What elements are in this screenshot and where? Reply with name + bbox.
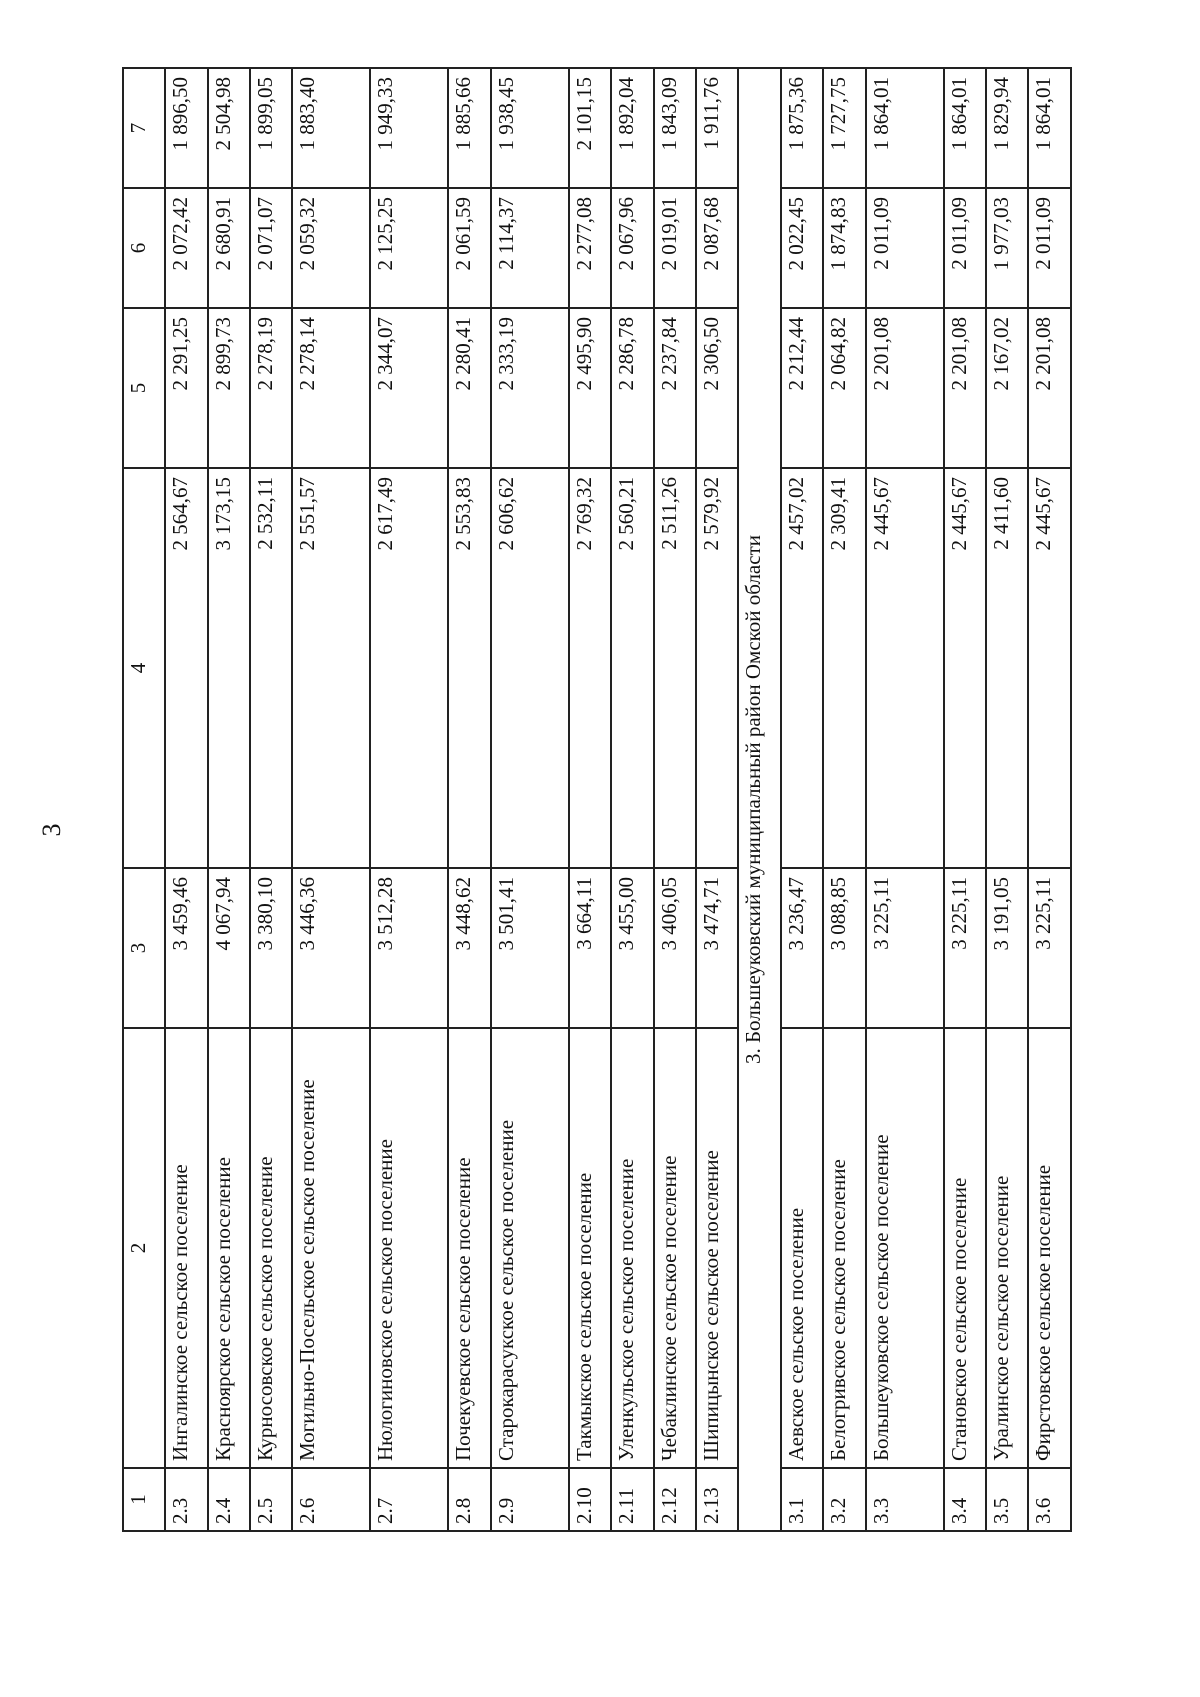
value-cell-3: 3 191,05	[986, 868, 1028, 1028]
value-cell-5: 2 286,78	[611, 308, 653, 468]
value-cell-4: 2 411,60	[986, 468, 1028, 868]
value-cell-4: 2 445,67	[944, 468, 986, 868]
value-cell-6: 2 680,91	[208, 188, 250, 308]
table-row	[611, 68, 653, 1531]
row-number-cell: 2.4	[208, 1468, 250, 1531]
section-title: 3. Большеуковский муниципальный район Омской области	[738, 68, 780, 1531]
value-cell-6: 2 011,09	[866, 188, 944, 308]
value-cell-4: 2 511,26	[654, 468, 696, 868]
value-cell-6: 2 072,42	[165, 188, 207, 308]
value-cell-5: 2 280,41	[448, 308, 490, 468]
value-cell-4: 2 457,02	[781, 468, 823, 868]
row-number-cell: 2.9	[491, 1468, 569, 1531]
table-row	[944, 68, 986, 1531]
value-cell-5: 2 167,02	[986, 308, 1028, 468]
settlement-name-cell: Могильно-Посельское сельское поселение	[292, 1028, 370, 1468]
row-number-cell: 2.6	[292, 1468, 370, 1531]
value-cell-6: 2 061,59	[448, 188, 490, 308]
table-row	[986, 68, 1028, 1531]
row-number-cell: 2.5	[250, 1468, 292, 1531]
value-cell-3: 3 380,10	[250, 868, 292, 1028]
value-cell-4: 2 445,67	[1028, 468, 1071, 868]
value-cell-6: 2 011,09	[944, 188, 986, 308]
value-cell-3: 3 664,11	[569, 868, 611, 1028]
value-cell-3: 3 455,00	[611, 868, 653, 1028]
settlement-name-cell: Чебаклинское сельское поселение	[654, 1028, 696, 1468]
value-cell-7: 1 911,76	[696, 68, 738, 188]
header-cell: 1	[123, 1468, 165, 1531]
settlement-name-cell: Нюлогиновское сельское поселение	[370, 1028, 448, 1468]
value-cell-6: 1 874,83	[823, 188, 865, 308]
value-cell-4: 2 769,32	[569, 468, 611, 868]
value-cell-6: 2 011,09	[1028, 188, 1071, 308]
row-number-cell: 2.11	[611, 1468, 653, 1531]
table-row	[250, 68, 292, 1531]
row-number-cell: 3.5	[986, 1468, 1028, 1531]
header-cell: 7	[123, 68, 165, 188]
value-cell-3: 3 501,41	[491, 868, 569, 1028]
value-cell-4: 2 309,41	[823, 468, 865, 868]
row-number-cell: 2.12	[654, 1468, 696, 1531]
value-cell-6: 2 114,37	[491, 188, 569, 308]
value-cell-3: 3 225,11	[1028, 868, 1071, 1028]
row-number-cell: 2.13	[696, 1468, 738, 1531]
settlement-name-cell: Белогривское сельское поселение	[823, 1028, 865, 1468]
value-cell-4: 2 445,67	[866, 468, 944, 868]
row-number-cell: 2.10	[569, 1468, 611, 1531]
value-cell-7: 2 504,98	[208, 68, 250, 188]
table-body	[123, 68, 1071, 1531]
header-cell: 5	[123, 308, 165, 468]
value-cell-5: 2 291,25	[165, 308, 207, 468]
value-cell-4: 2 617,49	[370, 468, 448, 868]
value-cell-5: 2 064,82	[823, 308, 865, 468]
value-cell-6: 2 022,45	[781, 188, 823, 308]
row-number-cell: 3.1	[781, 1468, 823, 1531]
value-cell-5: 2 278,14	[292, 308, 370, 468]
row-number-cell: 3.6	[1028, 1468, 1071, 1531]
value-cell-5: 2 201,08	[944, 308, 986, 468]
value-cell-3: 3 236,47	[781, 868, 823, 1028]
value-cell-3: 3 446,36	[292, 868, 370, 1028]
value-cell-7: 1 864,01	[866, 68, 944, 188]
value-cell-7: 1 938,45	[491, 68, 569, 188]
value-cell-7: 1 727,75	[823, 68, 865, 188]
value-cell-4: 2 606,62	[491, 468, 569, 868]
value-cell-5: 2 306,50	[696, 308, 738, 468]
value-cell-6: 2 067,96	[611, 188, 653, 308]
value-cell-6: 2 125,25	[370, 188, 448, 308]
table-row	[654, 68, 696, 1531]
table-row	[696, 68, 738, 1531]
value-cell-3: 3 512,28	[370, 868, 448, 1028]
value-cell-7: 1 949,33	[370, 68, 448, 188]
value-cell-5: 2 237,84	[654, 308, 696, 468]
value-cell-5: 2 278,19	[250, 308, 292, 468]
table-row	[823, 68, 865, 1531]
value-cell-3: 3 225,11	[866, 868, 944, 1028]
settlement-name-cell: Красноярское сельское поселение	[208, 1028, 250, 1468]
settlement-name-cell: Большеуковское сельское поселение	[866, 1028, 944, 1468]
table-row	[165, 68, 207, 1531]
value-cell-3: 4 067,94	[208, 868, 250, 1028]
value-cell-6: 2 059,32	[292, 188, 370, 308]
settlement-name-cell: Становское сельское поселение	[944, 1028, 986, 1468]
settlement-name-cell: Шипицынское сельское поселение	[696, 1028, 738, 1468]
settlement-name-cell: Почекуевское сельское поселение	[448, 1028, 490, 1468]
table-row	[491, 68, 569, 1531]
value-cell-3: 3 406,05	[654, 868, 696, 1028]
table-row	[781, 68, 823, 1531]
value-cell-7: 1 892,04	[611, 68, 653, 188]
header-cell: 2	[123, 1028, 165, 1468]
value-cell-4: 3 173,15	[208, 468, 250, 868]
value-cell-3: 3 225,11	[944, 868, 986, 1028]
table-row	[208, 68, 250, 1531]
value-cell-4: 2 553,83	[448, 468, 490, 868]
value-cell-7: 1 864,01	[944, 68, 986, 188]
value-cell-7: 1 885,66	[448, 68, 490, 188]
value-cell-7: 2 101,15	[569, 68, 611, 188]
table-row	[370, 68, 448, 1531]
table-row	[1028, 68, 1071, 1531]
value-cell-4: 2 579,92	[696, 468, 738, 868]
header-cell: 4	[123, 468, 165, 868]
value-cell-5: 2 899,73	[208, 308, 250, 468]
value-cell-4: 2 532,11	[250, 468, 292, 868]
value-cell-6: 2 277,08	[569, 188, 611, 308]
settlement-name-cell: Такмыкское сельское поселение	[569, 1028, 611, 1468]
settlement-name-cell: Старокарасукское сельское поселение	[491, 1028, 569, 1468]
header-cell: 3	[123, 868, 165, 1028]
settlement-name-cell: Курносовское сельское поселение	[250, 1028, 292, 1468]
settlement-name-cell: Фирстовское сельское поселение	[1028, 1028, 1071, 1468]
value-cell-7: 1 883,40	[292, 68, 370, 188]
rotated-table-container	[122, 69, 1072, 1532]
value-cell-6: 2 019,01	[654, 188, 696, 308]
row-number-cell: 3.4	[944, 1468, 986, 1531]
settlement-name-cell: Уленкульское сельское поселение	[611, 1028, 653, 1468]
value-cell-5: 2 344,07	[370, 308, 448, 468]
header-row	[123, 68, 165, 1531]
value-cell-5: 2 495,90	[569, 308, 611, 468]
value-cell-3: 3 474,71	[696, 868, 738, 1028]
tariff-table	[122, 67, 1072, 1532]
table-row	[292, 68, 370, 1531]
value-cell-5: 2 201,08	[866, 308, 944, 468]
value-cell-3: 3 088,85	[823, 868, 865, 1028]
value-cell-6: 1 977,03	[986, 188, 1028, 308]
value-cell-7: 1 875,36	[781, 68, 823, 188]
value-cell-3: 3 459,46	[165, 868, 207, 1028]
table-row	[569, 68, 611, 1531]
section-header-row	[738, 68, 780, 1531]
value-cell-7: 1 864,01	[1028, 68, 1071, 188]
row-number-cell: 3.2	[823, 1468, 865, 1531]
table-row	[866, 68, 944, 1531]
value-cell-4: 2 564,67	[165, 468, 207, 868]
value-cell-5: 2 333,19	[491, 308, 569, 468]
header-cell: 6	[123, 188, 165, 308]
value-cell-7: 1 899,05	[250, 68, 292, 188]
value-cell-7: 1 843,09	[654, 68, 696, 188]
value-cell-5: 2 212,44	[781, 308, 823, 468]
page-number: 3	[37, 823, 66, 837]
value-cell-3: 3 448,62	[448, 868, 490, 1028]
value-cell-4: 2 551,57	[292, 468, 370, 868]
row-number-cell: 2.8	[448, 1468, 490, 1531]
settlement-name-cell: Уралинское сельское поселение	[986, 1028, 1028, 1468]
table-row	[448, 68, 490, 1531]
row-number-cell: 3.3	[866, 1468, 944, 1531]
row-number-cell: 2.3	[165, 1468, 207, 1531]
value-cell-7: 1 829,94	[986, 68, 1028, 188]
settlement-name-cell: Аевское сельское поселение	[781, 1028, 823, 1468]
value-cell-5: 2 201,08	[1028, 308, 1071, 468]
value-cell-7: 1 896,50	[165, 68, 207, 188]
row-number-cell: 2.7	[370, 1468, 448, 1531]
value-cell-4: 2 560,21	[611, 468, 653, 868]
value-cell-6: 2 071,07	[250, 188, 292, 308]
value-cell-6: 2 087,68	[696, 188, 738, 308]
settlement-name-cell: Ингалинское сельское поселение	[165, 1028, 207, 1468]
